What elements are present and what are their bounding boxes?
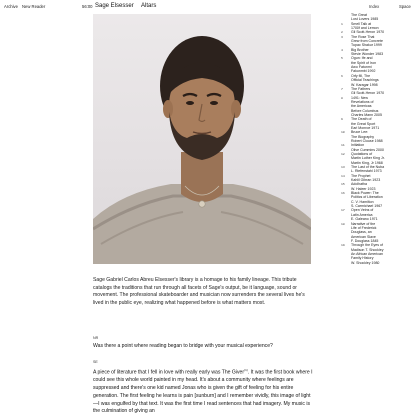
index-item-title: Gil Scott-Heron 1970	[351, 91, 385, 96]
index-item-title: Big Brother	[351, 47, 369, 52]
intro-paragraph: Sage Gabriel Carlos Abreu Elsesser's library is a homage to his family lineage. This tribute catalogs the traditions that run through all facets of Sage's output, be it language, sound or movement. The professional skateboarder and musician now surrenders the several lives he's lived in the public eye, realizing what happened before is what matters most.	[93, 277, 305, 307]
index-item-title: Narrative of the	[351, 221, 376, 226]
index-item-title: Smell Talk at	[351, 21, 372, 26]
index-item-title: Revelations of	[351, 99, 374, 104]
answer-text	[93, 367, 315, 416]
index-item-title: Latin America	[351, 212, 373, 217]
index-item-title: The Fathers	[351, 86, 371, 91]
section-title[interactable]: Altars	[141, 3, 157, 9]
index-item-title: Gil Scott-Heron 1970	[351, 30, 385, 35]
index-item-title: Lost Lovers 1985	[351, 17, 379, 22]
index-item-title: Family History	[351, 256, 374, 261]
index-item-title: The Biography	[351, 134, 375, 139]
index-item-title: E. Galeano 1971	[351, 217, 378, 222]
index-item-title: Ogun: Ife and	[351, 56, 373, 61]
index-list	[341, 13, 397, 265]
index-item-title: 1491: New	[351, 95, 368, 100]
answer-text-start: A piece of literature that I fell in love with really early was The Giver	[93, 369, 245, 376]
time-readout: 56:00	[82, 4, 93, 9]
index-item-title: the Americas	[351, 104, 372, 109]
index-item-title: Official Teachings	[351, 78, 379, 83]
index-item-code: 9	[341, 117, 343, 122]
index-item-code: 19	[341, 243, 345, 248]
question-label: NR	[93, 336, 99, 340]
index-item-code: 15	[341, 182, 345, 187]
index-item-title: Before Columbus	[351, 108, 379, 113]
index-item-title: Earl Monroe 1971	[351, 125, 380, 130]
page-title: Sage Elsesser	[95, 3, 134, 9]
index-item-code: 3	[341, 34, 343, 39]
index-item-title: Tupac Shakur 1999	[351, 43, 382, 48]
index-item-title: Martin Luther King Jr.	[351, 156, 385, 161]
index-item-code: 16	[341, 191, 345, 196]
index-item-code: 7	[341, 86, 343, 91]
index-item-code: 5	[341, 56, 343, 61]
index-item-code: 17	[341, 208, 345, 213]
index-item-title: Charles Mann 2005	[351, 112, 382, 117]
nav-new-reader[interactable]: New Reader	[22, 4, 46, 9]
index-item-title: Fakunmbi 1992	[351, 69, 376, 74]
index-item-title: Orfy fill, The	[351, 73, 371, 78]
index-item-code: 14	[341, 173, 345, 178]
index-item-title: Quotations of	[351, 152, 373, 156]
index-item-title: Awo Fatunmi	[351, 65, 372, 70]
index-item-title: The Great	[351, 13, 367, 17]
index-item-title: An African American	[351, 251, 383, 256]
index-item-code: 1	[341, 21, 343, 26]
index-item-title: F. Douglass 1845	[351, 238, 379, 243]
index-item-title: American Slave	[351, 234, 376, 239]
footnote-marker[interactable]: (1)	[244, 368, 248, 372]
index-item-title: Bruce Lee:	[351, 130, 369, 135]
index-item-title: 1700f and Lemon	[351, 26, 379, 31]
index-heading: Index	[369, 4, 380, 9]
index-item-title: Madison T. Shockley	[351, 247, 384, 252]
index-item-code: 4	[341, 47, 343, 52]
index-item-title: Grew from Concrete	[351, 39, 383, 44]
nav-space[interactable]: Space	[399, 4, 411, 9]
index-item-title: the Great Sport	[351, 121, 376, 126]
index-item-code: 13	[341, 165, 345, 170]
index-item-code: 8	[341, 95, 343, 100]
index-item-title: Douglass, an	[351, 230, 372, 235]
index-item-code: 18	[341, 221, 345, 226]
index-item-title: Olive Cummins 2000	[351, 147, 384, 152]
portrait-image	[93, 14, 311, 264]
question-text: Was there a point where reading began to bridge with your musical experience?	[93, 343, 273, 349]
index-item-title: Stevie Wonder 1983	[351, 52, 384, 57]
index-item-code: 11	[341, 143, 345, 148]
index-item-title: W. Karagar 1998	[351, 82, 378, 87]
answer-label: SE	[93, 360, 98, 364]
index-item-title: Initiation	[351, 143, 365, 148]
index-item-title: Black Power: The	[351, 191, 379, 196]
index-item-title: Kahlil Gibran 1923	[351, 178, 381, 183]
index-item-title: The Rose That	[351, 34, 375, 39]
answer-text-continued: . It was the first book where I could see this whole world painted in my head. It's about a community where feelings are suppressed and there's one kid named Jonas who is given the gift of feeling for his entire generation. The first feeling he learns is pain [sunburn] and I remember vividly, this image of light—I was engulfed by that text. It was the first time I read sentences that had imagery. My music is the culmination of giving an	[93, 369, 313, 415]
index-item-code: 2	[341, 30, 343, 35]
index-item-title: Robert Clouse 1988	[351, 138, 383, 143]
index-item-title: The Last of the Nuba	[351, 165, 385, 170]
index-item-title: Martin King, Jr 1968	[351, 160, 383, 165]
index-item-title: Open Veins of	[351, 208, 374, 213]
index-item-title: Life of Frederick	[351, 225, 377, 230]
index-item-code: 12	[341, 152, 345, 156]
index-item-title: Adolhatha	[351, 182, 367, 187]
index-item-title: W. Shockley 1980	[351, 260, 380, 265]
index-item[interactable]	[341, 261, 397, 265]
index-item-title: C. V. Hamilton	[351, 199, 374, 204]
index-item-title: The Death of	[351, 117, 372, 122]
index-item-title: Politics of Liberation	[351, 195, 383, 200]
index-item-title: Through the Eyes of	[351, 243, 383, 248]
index-item-title: W. Haleer 1923	[351, 186, 376, 191]
index-item-title: the Spirit of Iron	[351, 60, 377, 65]
index-item-title: S. Carmichael 1967	[351, 204, 383, 209]
nav-archive[interactable]: Archive	[4, 4, 18, 9]
index-item-code: 6	[341, 73, 343, 78]
index-item-code	[341, 261, 351, 265]
index-item-title: L. Riefenstahl 1973	[351, 169, 382, 174]
index-item-code: 10	[341, 130, 345, 135]
index-item-title: The Prophet	[351, 173, 371, 178]
